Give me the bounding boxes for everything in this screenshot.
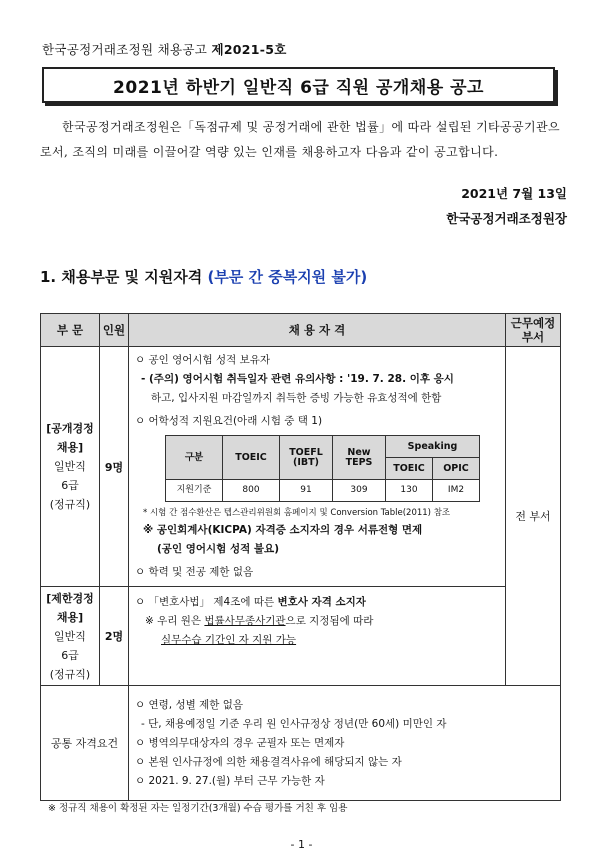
row2-part-sub1: 일반직 (54, 629, 86, 643)
row2-line3: 실무수습 기간인 자 지원 가능 (161, 634, 297, 646)
row1-num: 9명 (100, 347, 129, 587)
row1-line5: * 시험 간 점수환산은 텝스관리위원회 홈페이지 및 Conversion Table(2011) 참조 (143, 508, 451, 518)
notice-header (42, 40, 287, 58)
row2-line2c: 으로 지정됨에 따라 (285, 615, 374, 627)
score-table (165, 435, 480, 502)
row1-part-sub1: 일반직 (54, 460, 86, 473)
score-v-opic: IM2 (433, 480, 480, 502)
table-row (41, 347, 561, 587)
row1-line6: ※ 공인회계사(KICPA) 자격증 소지자의 경우 서류전형 면제 (143, 524, 423, 536)
row1-line3: 하고, 입사지원 마감일까지 취득한 증빙 가능한 유효성적에 한함 (151, 392, 442, 404)
row3-line5: ㅇ 2021. 9. 27.(월) 부터 근무 가능한 자 (135, 774, 325, 787)
table-row (41, 587, 561, 686)
row1-line4: ㅇ 어학성적 지원요건(아래 시험 중 택 1) (135, 415, 323, 427)
score-h-teps: New TEPS (333, 436, 386, 480)
footnote: ※ 정규직 채용이 확정된 자는 일정기간(3개월) 수습 평가를 거친 후 임용 (48, 803, 348, 814)
row2-line1b: 변호사 자격 소지자 (277, 596, 366, 608)
section-note: (부문 간 중복지원 불가) (207, 268, 368, 286)
row1-line1: ㅇ 공인 영어시험 성적 보유자 (135, 354, 271, 366)
row2-num: 2명 (100, 587, 129, 686)
row2-part-title: [제한경정채용] (46, 591, 94, 624)
row2-part (41, 587, 100, 686)
row3-label: 공통 자격요건 (41, 686, 129, 801)
row2-qual (129, 587, 506, 686)
row1-part-sub2: 6급 (61, 479, 79, 492)
score-v-toeic: 800 (223, 480, 280, 502)
table-header-row (41, 314, 561, 347)
row3-line3: ㅇ 병역의무대상자의 경우 군필자 또는 면제자 (135, 736, 345, 749)
row1-part-sub3: (정규직) (49, 498, 91, 511)
row2-line2a: ※ 우리 원은 (145, 615, 205, 627)
section-title-text: 1. 채용부문 및 지원자격 (40, 268, 208, 286)
row1-qual (129, 347, 506, 587)
row1-where: 전 부서 (506, 347, 561, 686)
score-h-toeic: TOEIC (223, 436, 280, 480)
score-h-toefl: TOEFL (IBT) (280, 436, 333, 480)
header-where: 근무예정부서 (506, 314, 561, 347)
row1-line8: ㅇ 학력 및 전공 제한 없음 (135, 566, 254, 578)
row1-line7: (공인 영어시험 성적 불요) (157, 543, 279, 555)
row3-qual (129, 686, 561, 801)
score-h-type: 구분 (166, 436, 223, 480)
table-row (41, 686, 561, 801)
notice-number: 제2021-5호 (211, 42, 287, 57)
row1-part-title: [공개경정채용] (46, 422, 94, 454)
row3-line1: ㅇ 연령, 성별 제한 없음 (135, 698, 243, 711)
page-title: 2021년 하반기 일반직 6급 직원 공개채용 공고 (42, 67, 555, 103)
row2-part-sub2: 6급 (61, 648, 79, 662)
score-v-stoeic: 130 (386, 480, 433, 502)
score-h-opic: OPIC (433, 458, 480, 480)
recruitment-table (40, 313, 561, 801)
row1-line2: - (주의) 영어시험 취득일자 관련 유의사항 : '19. 7. 28. 이후 응시 (141, 373, 454, 385)
header-part: 부 문 (41, 314, 100, 347)
row2-line2 (135, 612, 505, 631)
section-title (40, 266, 367, 287)
org-line: 한국공정거래조정원 채용공고 (42, 42, 212, 57)
row3-line4: ㅇ 본원 인사규정에 의한 채용결격사유에 해당되지 않는 자 (135, 755, 402, 768)
row2-line1a: ㅇ 「변호사법」 제4조에 따른 (135, 596, 278, 608)
row1-part (41, 347, 100, 587)
row2-line2b: 법률사무종사기관 (204, 615, 286, 627)
header-num: 인원 (100, 314, 129, 347)
page-number: - 1 - (290, 838, 313, 851)
row3-line2: - 단, 채용예정일 기준 우리 원 인사규정상 정년(만 60세) 미만인 자 (141, 717, 447, 730)
signer: 한국공정거래조정원장 (446, 211, 567, 226)
row2-part-sub3: (정규직) (49, 667, 91, 681)
score-h-speaking: Speaking (386, 436, 480, 458)
score-r-label: 지원기준 (166, 480, 223, 502)
header-qual: 채 용 자 격 (129, 314, 506, 347)
announcement-date: 2021년 7월 13일 (461, 186, 567, 201)
score-v-teps: 309 (333, 480, 386, 502)
score-v-toefl: 91 (280, 480, 333, 502)
score-h-stoeic: TOEIC (386, 458, 433, 480)
intro-paragraph: 한국공정거래조정원은「독점규제 및 공정거래에 관한 법률」에 따라 설립된 기타공공기관으로서, 조직의 미래를 이끌어갈 역량 있는 인재를 채용하고자 다음과 같이 공고합니다. (40, 120, 561, 159)
row2-line1 (135, 593, 505, 612)
